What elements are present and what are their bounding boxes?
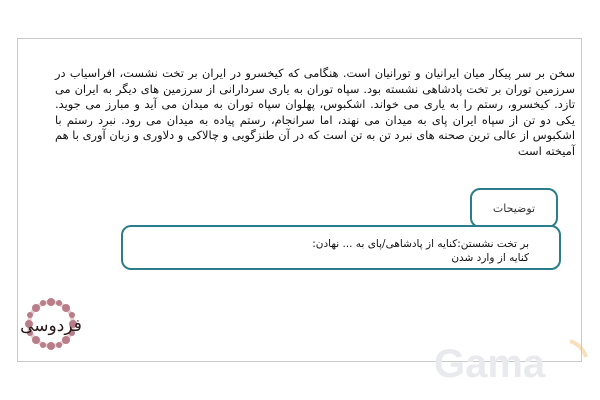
notes-box [121,225,561,270]
notes-tab[interactable] [470,188,558,228]
ferdowsi-emblem-icon [14,293,88,355]
gama-watermark-icon [430,335,590,383]
slide-body-text: سخن بر سر پیکار میان ایرانیان و تورانیان است. هنگامی که کیخسرو در ایران بر تخت نشست، افراسیاب در سرزمین توران بر تخت پادشاهی نشسته بود. سپاه توران به یاری سردارانی از سرزمین های دیگر به ایران می تازد. کیخسرو، رستم را به یاری می خواند. اشکبوس، پهلوان سپاه توران به میدان می آید و مبارز می جوید. یکی دو تن از سپاه ایران پای به میدان می نهند، اما سرانجام، رستم پیاده به میدان می رود. نبرد رستم با اشکبوس از عالی ترین صحنه های نبرد تن به تن است که در آن طنزگویی و چالاکی و دلاوری و زبان آوری با هم آمیخته است [55,66,575,158]
svg-text:Gama: Gama [434,342,546,383]
notes-text: بر تخت نشستن:کنایه از پادشاهی/پای به ... نهادن: کنایه از وارد شدن [312,238,529,264]
notes-tab-label: توضیحات [492,201,536,215]
logo-lettering: فردوسی [20,316,82,336]
